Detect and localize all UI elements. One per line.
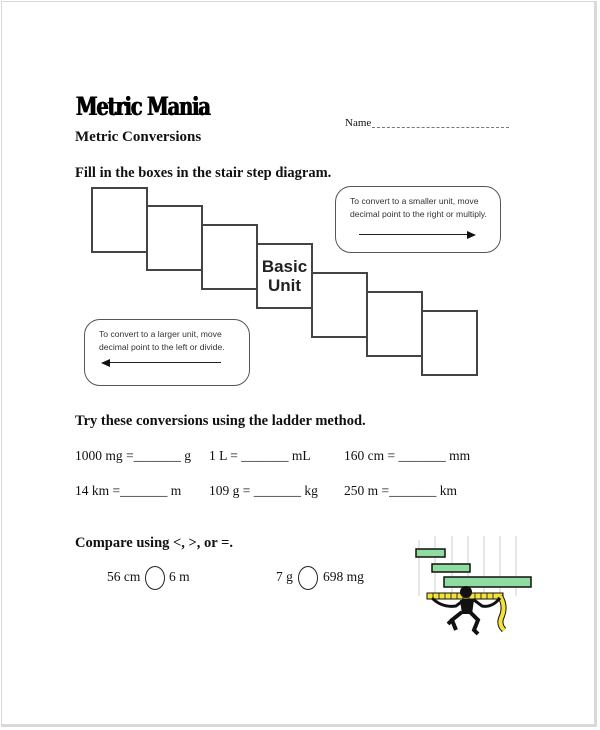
problem-5-blank[interactable]: _______ xyxy=(253,483,301,498)
problem-3-blank[interactable]: _______ xyxy=(398,448,446,463)
worksheet-subtitle: Metric Conversions xyxy=(75,129,202,145)
ladder-instruction: Try these conversions using the ladder method. xyxy=(75,413,366,429)
basic-unit-line1: Basic xyxy=(261,257,308,276)
problem-2-unit: mL xyxy=(291,448,311,463)
stair-box-2[interactable] xyxy=(146,205,203,271)
name-input-line[interactable] xyxy=(372,127,509,128)
problem-3-unit: mm xyxy=(449,448,471,463)
compare-2-left: 7 g xyxy=(276,569,293,584)
conversion-problem-2 xyxy=(209,448,311,464)
conversion-problem-6 xyxy=(344,483,457,499)
compare-2-answer-circle[interactable] xyxy=(298,566,318,590)
conversion-problem-4 xyxy=(75,483,181,499)
compare-2-right: 698 mg xyxy=(323,569,364,584)
larger-unit-note-line1: To convert to a larger unit, move xyxy=(99,329,222,339)
basic-unit-line2: Unit xyxy=(267,276,302,295)
problem-4-unit: m xyxy=(170,483,182,498)
problem-4-given: 14 km = xyxy=(75,483,121,498)
stair-box-7[interactable] xyxy=(421,310,478,376)
problem-2-given: 1 L = xyxy=(209,448,238,463)
problem-6-given: 250 m = xyxy=(344,483,390,498)
compare-1-right: 6 m xyxy=(169,569,190,584)
larger-unit-note xyxy=(84,319,250,386)
smaller-unit-note xyxy=(335,186,501,253)
conversion-problem-1 xyxy=(75,448,191,464)
compare-1-answer-circle[interactable] xyxy=(145,566,165,590)
problem-4-blank[interactable]: _______ xyxy=(120,483,168,498)
problem-3-given: 160 cm = xyxy=(344,448,396,463)
right-arrow-icon xyxy=(359,234,467,235)
stair-box-6[interactable] xyxy=(366,291,423,357)
left-arrow-icon xyxy=(109,362,221,363)
conversion-problem-3 xyxy=(344,448,470,464)
worksheet-title: Metric Mania xyxy=(76,92,210,121)
problem-2-blank[interactable]: _______ xyxy=(241,448,289,463)
problem-5-unit: kg xyxy=(304,483,318,498)
stair-box-5[interactable] xyxy=(311,272,368,338)
problem-6-unit: km xyxy=(439,483,458,498)
compare-instruction: Compare using <, >, or =. xyxy=(75,535,233,551)
weightlifter-measurement-illustration xyxy=(412,534,534,640)
problem-1-given: 1000 mg = xyxy=(75,448,134,463)
stair-box-3[interactable] xyxy=(201,224,258,290)
name-label: Name xyxy=(345,117,372,129)
smaller-unit-note-line1: To convert to a smaller unit, move xyxy=(350,196,479,206)
problem-5-given: 109 g = xyxy=(209,483,251,498)
problem-1-unit: g xyxy=(184,448,191,463)
problem-1-blank[interactable]: _______ xyxy=(133,448,181,463)
larger-unit-note-line2: decimal point to the left or divide. xyxy=(99,342,225,352)
smaller-unit-note-line2: decimal point to the right or multiply. xyxy=(350,209,487,219)
compare-1-left: 56 cm xyxy=(107,569,141,584)
stair-box-1[interactable] xyxy=(91,187,148,253)
right-arrowhead-icon xyxy=(467,231,476,239)
left-arrowhead-icon xyxy=(101,359,110,367)
conversion-problem-5 xyxy=(209,483,318,499)
problem-6-blank[interactable]: _______ xyxy=(389,483,437,498)
stair-instruction: Fill in the boxes in the stair step diagram. xyxy=(75,165,332,181)
basic-unit-box xyxy=(256,243,313,309)
